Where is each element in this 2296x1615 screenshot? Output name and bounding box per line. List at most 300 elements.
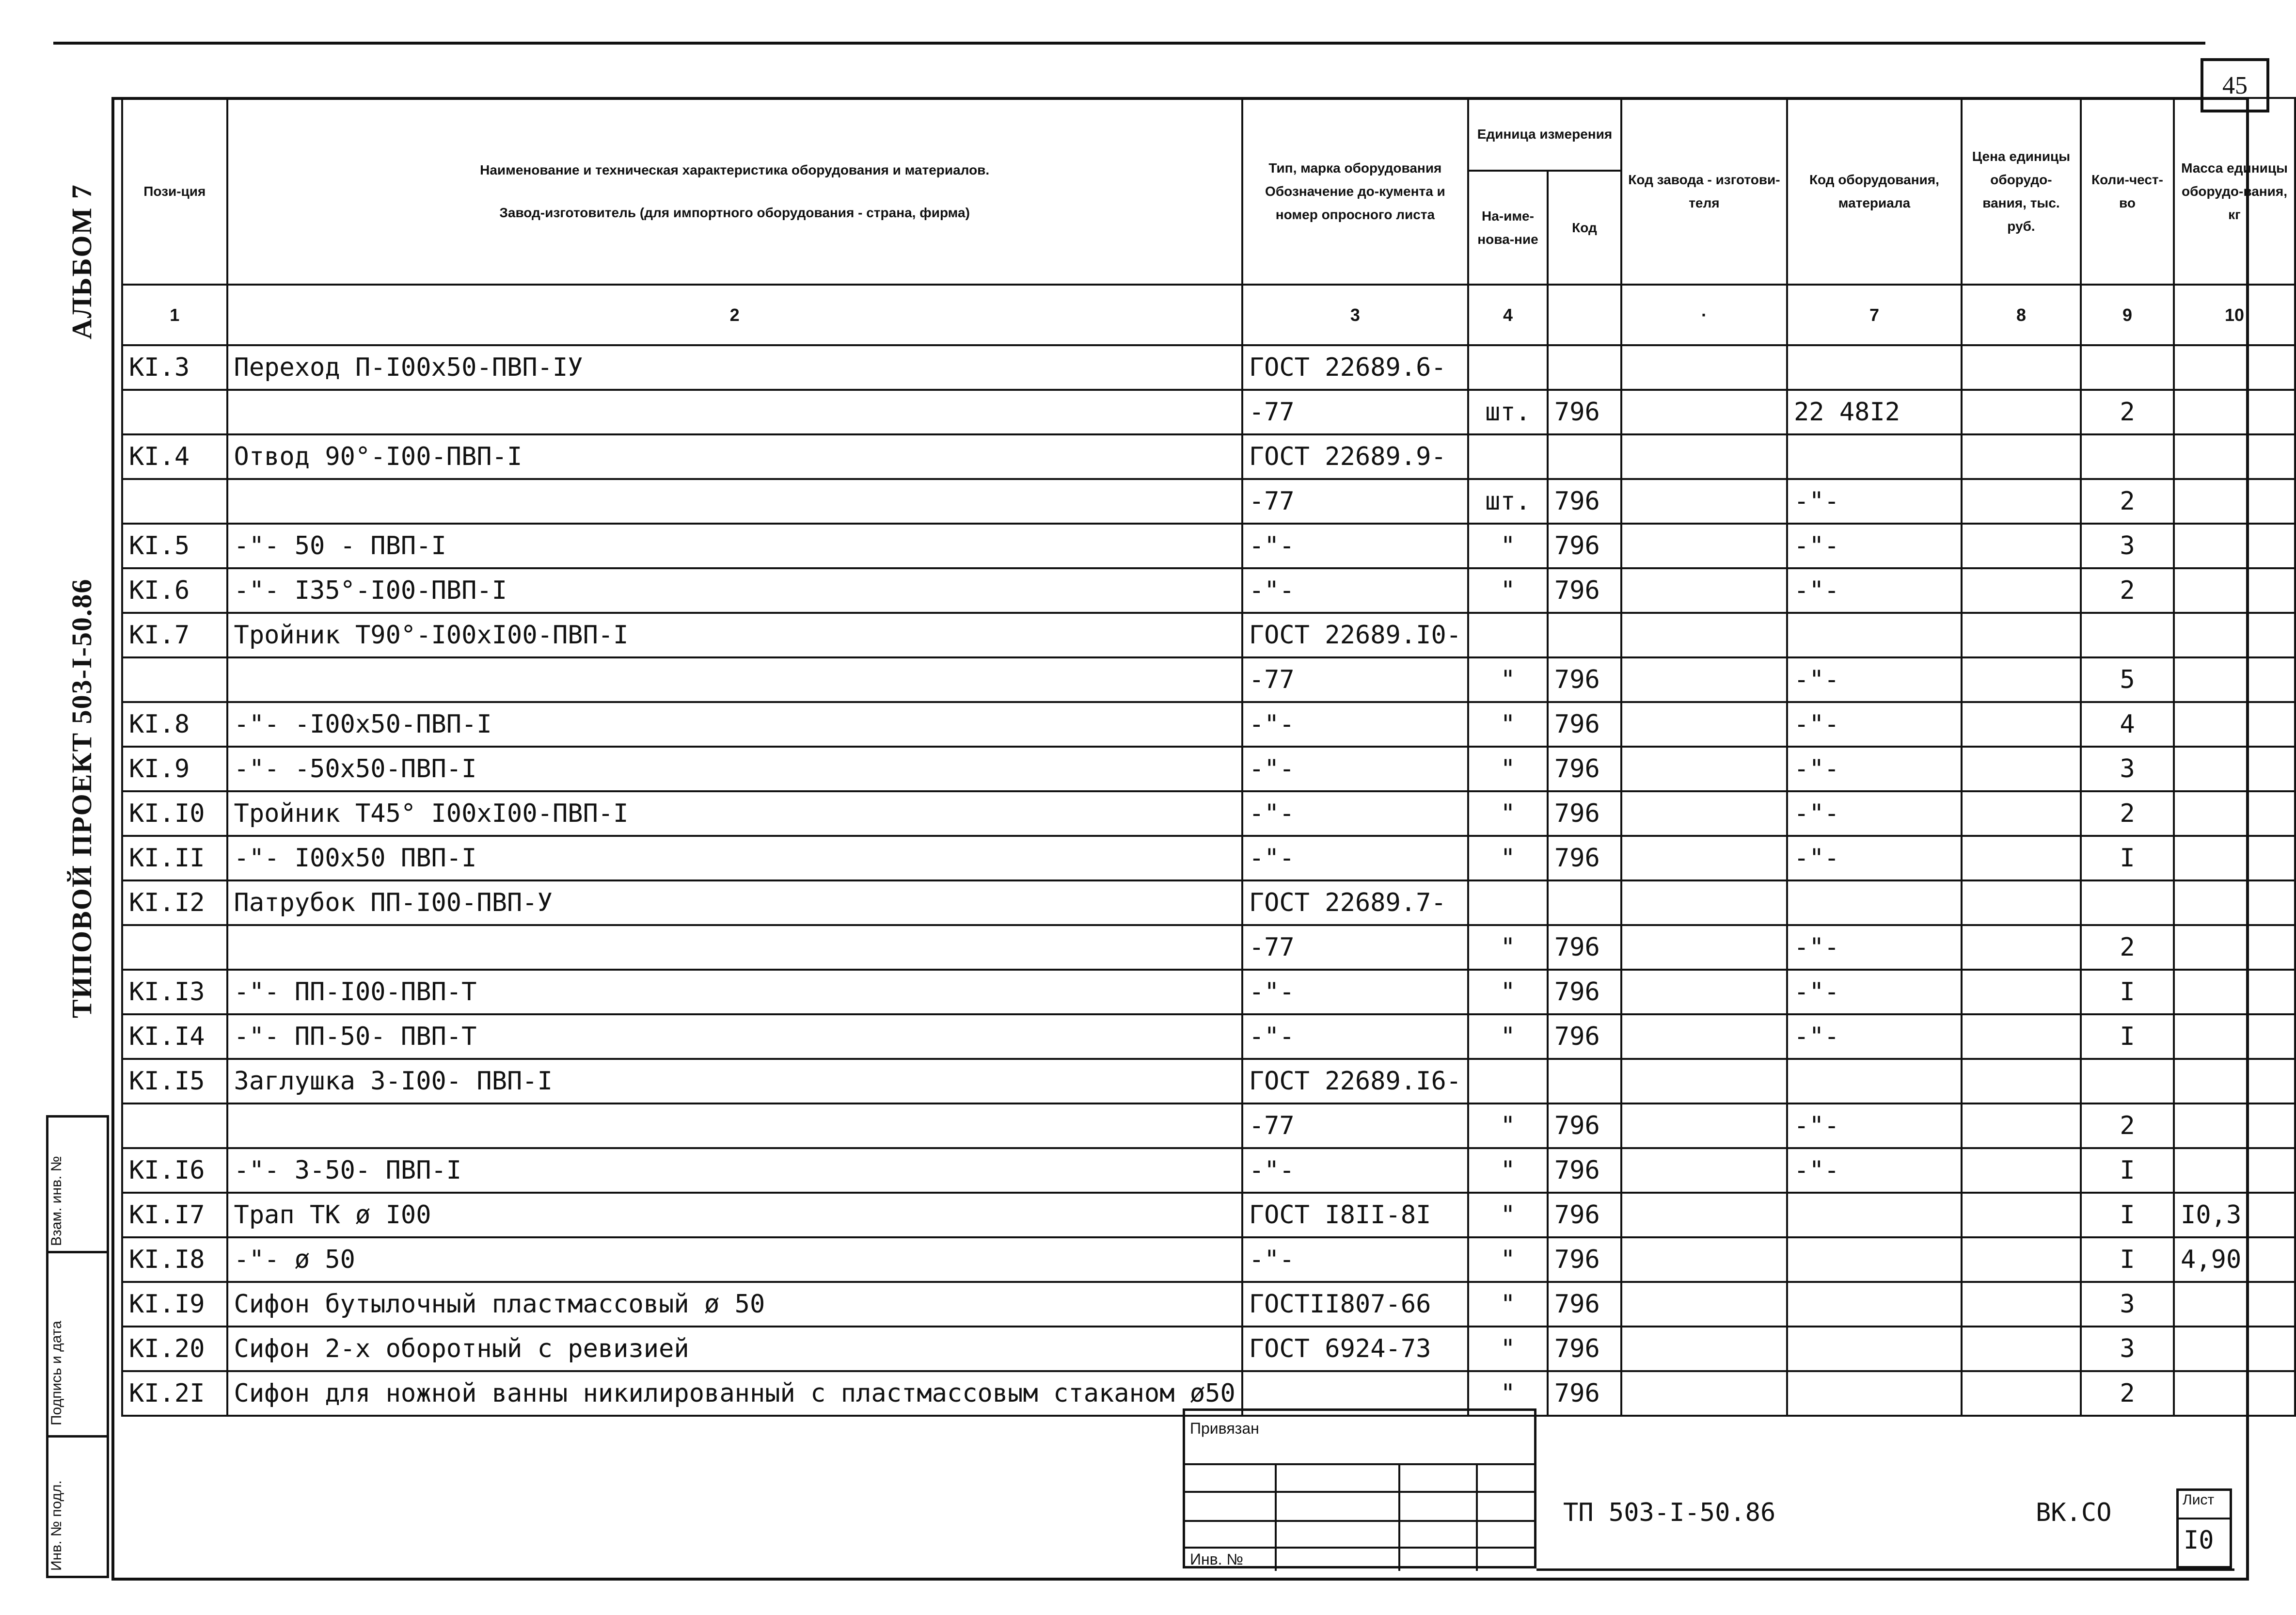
header-unit-name: На-име-нова-ние (1468, 171, 1548, 285)
mass-cell (2174, 345, 2295, 390)
mass-cell (2174, 880, 2295, 925)
unit-code-cell (1548, 434, 1621, 479)
mass-cell (2174, 1014, 2295, 1059)
position-cell (122, 925, 227, 970)
mass-cell (2174, 1148, 2295, 1193)
name-cell (227, 479, 1242, 524)
sheet-box (2176, 1488, 2232, 1568)
factory-code-cell (1621, 524, 1787, 568)
price-cell (1962, 1103, 2081, 1148)
price-cell (1962, 390, 2081, 434)
price-cell (1962, 613, 2081, 657)
table-row (122, 1014, 2295, 1059)
mass-cell (2174, 1327, 2295, 1371)
unit-code-cell: 796 (1548, 747, 1621, 791)
table-row (122, 1282, 2295, 1327)
table-row (122, 970, 2295, 1014)
table-row (122, 1193, 2295, 1237)
name-cell: -"- З-50- ПВП-I (227, 1148, 1242, 1193)
title-block-divider (1476, 1464, 1478, 1571)
header-unit-group: Единица измерения (1468, 98, 1621, 171)
title-block (1183, 1408, 1536, 1568)
quantity-cell: I (2081, 836, 2174, 880)
position-cell (122, 479, 227, 524)
equipment-code-cell (1787, 1327, 1962, 1371)
factory-code-cell (1621, 568, 1787, 613)
column-number: 9 (2081, 285, 2174, 345)
price-cell (1962, 1059, 2081, 1103)
table-row (122, 1059, 2295, 1103)
type-cell: -"- (1242, 1148, 1468, 1193)
column-number: 10 (2174, 285, 2295, 345)
price-cell (1962, 1282, 2081, 1327)
linked-label: Привязан (1190, 1420, 1259, 1437)
factory-code-cell (1621, 880, 1787, 925)
header-unit-code: Код (1548, 171, 1621, 285)
mass-cell (2174, 1282, 2295, 1327)
mass-cell (2174, 568, 2295, 613)
equipment-code-cell (1787, 613, 1962, 657)
equipment-code-cell: -"- (1787, 524, 1962, 568)
equipment-code-cell: -"- (1787, 836, 1962, 880)
equipment-code-cell: -"- (1787, 925, 1962, 970)
name-cell (227, 390, 1242, 434)
factory-code-cell (1621, 791, 1787, 836)
unit-name-cell: " (1468, 1327, 1548, 1371)
position-cell (122, 390, 227, 434)
factory-code-cell (1621, 390, 1787, 434)
column-number: 7 (1787, 285, 1962, 345)
unit-name-cell (1468, 613, 1548, 657)
position-cell (122, 1103, 227, 1148)
price-cell (1962, 880, 2081, 925)
mass-cell (2174, 657, 2295, 702)
factory-code-cell (1621, 1103, 1787, 1148)
name-cell: Патрубок ПП-I00-ПВП-У (227, 880, 1242, 925)
title-block-line (1185, 1491, 1534, 1493)
name-cell: -"- ПП-50- ПВП-Т (227, 1014, 1242, 1059)
document-mark: ВК.СО (2036, 1498, 2112, 1527)
title-block-divider (1275, 1464, 1277, 1571)
unit-name-cell: " (1468, 747, 1548, 791)
name-cell: Отвод 90°-I00-ПВП-I (227, 434, 1242, 479)
unit-name-cell (1468, 1059, 1548, 1103)
mass-cell (2174, 524, 2295, 568)
price-cell (1962, 1014, 2081, 1059)
unit-name-cell: " (1468, 970, 1548, 1014)
unit-name-cell: " (1468, 568, 1548, 613)
quantity-cell: 2 (2081, 479, 2174, 524)
title-block-line (1185, 1520, 1534, 1522)
type-cell: -"- (1242, 970, 1468, 1014)
factory-code-cell (1621, 657, 1787, 702)
quantity-cell (2081, 345, 2174, 390)
mass-cell (2174, 613, 2295, 657)
header-row-1 (122, 98, 2295, 171)
column-number: · (1621, 285, 1787, 345)
header-name (227, 98, 1242, 285)
position-cell: KI.I9 (122, 1282, 227, 1327)
quantity-cell: 4 (2081, 702, 2174, 747)
price-cell (1962, 1237, 2081, 1282)
mass-cell (2174, 1103, 2295, 1148)
equipment-code-cell: -"- (1787, 702, 1962, 747)
title-block-divider (1398, 1464, 1400, 1571)
column-number (1548, 285, 1621, 345)
mass-cell (2174, 434, 2295, 479)
unit-code-cell: 796 (1548, 568, 1621, 613)
position-cell: KI.I6 (122, 1148, 227, 1193)
table-row (122, 524, 2295, 568)
position-cell: KI.I4 (122, 1014, 227, 1059)
type-cell: -"- (1242, 1014, 1468, 1059)
factory-code-cell (1621, 1237, 1787, 1282)
equipment-code-cell: -"- (1787, 479, 1962, 524)
factory-code-cell (1621, 1014, 1787, 1059)
type-cell: -"- (1242, 747, 1468, 791)
position-cell: KI.4 (122, 434, 227, 479)
type-cell: -77 (1242, 657, 1468, 702)
equipment-code-cell (1787, 434, 1962, 479)
factory-code-cell (1621, 747, 1787, 791)
unit-code-cell (1548, 613, 1621, 657)
unit-code-cell: 796 (1548, 657, 1621, 702)
table-row (122, 434, 2295, 479)
factory-code-cell (1621, 925, 1787, 970)
mass-cell (2174, 702, 2295, 747)
quantity-cell: 2 (2081, 791, 2174, 836)
equipment-code-cell (1787, 1059, 1962, 1103)
mass-cell: I0,3 (2174, 1193, 2295, 1237)
sheet-divider (2179, 1518, 2230, 1519)
position-cell: KI.2I (122, 1371, 227, 1416)
quantity-cell: 2 (2081, 1103, 2174, 1148)
unit-code-cell: 796 (1548, 1327, 1621, 1371)
mass-cell (2174, 836, 2295, 880)
type-cell: -77 (1242, 479, 1468, 524)
factory-code-cell (1621, 702, 1787, 747)
unit-code-cell (1548, 1059, 1621, 1103)
name-cell (227, 657, 1242, 702)
unit-code-cell: 796 (1548, 1282, 1621, 1327)
factory-code-cell (1621, 345, 1787, 390)
factory-code-cell (1621, 1327, 1787, 1371)
table-row (122, 657, 2295, 702)
title-block-line (1185, 1463, 1534, 1465)
table-row (122, 613, 2295, 657)
quantity-cell: I (2081, 1193, 2174, 1237)
type-cell: -"- (1242, 836, 1468, 880)
table-row (122, 1327, 2295, 1371)
name-cell: -"- 50 - ПВП-I (227, 524, 1242, 568)
unit-code-cell: 796 (1548, 524, 1621, 568)
equipment-code-cell: 22 48I2 (1787, 390, 1962, 434)
table-row (122, 345, 2295, 390)
name-cell (227, 925, 1242, 970)
factory-code-cell (1621, 1371, 1787, 1416)
name-cell: Сифон бутылочный пластмассовый ø 50 (227, 1282, 1242, 1327)
price-cell (1962, 568, 2081, 613)
factory-code-cell (1621, 1148, 1787, 1193)
unit-name-cell: " (1468, 1148, 1548, 1193)
name-cell: -"- I00х50 ПВП-I (227, 836, 1242, 880)
unit-code-cell: 796 (1548, 390, 1621, 434)
type-cell: -"- (1242, 524, 1468, 568)
quantity-cell: 3 (2081, 524, 2174, 568)
table-row (122, 791, 2295, 836)
unit-name-cell: шт. (1468, 479, 1548, 524)
unit-name-cell: " (1468, 1237, 1548, 1282)
header-position: Пози-ция (122, 98, 227, 285)
unit-code-cell: 796 (1548, 925, 1621, 970)
type-cell: -77 (1242, 390, 1468, 434)
position-cell: KI.II (122, 836, 227, 880)
document-code: ТП 503-I-50.86 (1563, 1498, 1776, 1527)
quantity-cell (2081, 434, 2174, 479)
unit-code-cell: 796 (1548, 1148, 1621, 1193)
specification-table (121, 97, 2296, 1417)
equipment-code-cell: -"- (1787, 568, 1962, 613)
unit-name-cell: " (1468, 1103, 1548, 1148)
equipment-code-cell: -"- (1787, 970, 1962, 1014)
name-cell: Сифон 2-х оборотный с ревизией (227, 1327, 1242, 1371)
quantity-cell (2081, 613, 2174, 657)
type-cell: ГОСТ 22689.7- (1242, 880, 1468, 925)
unit-name-cell: " (1468, 1282, 1548, 1327)
quantity-cell: I (2081, 1148, 2174, 1193)
position-cell: KI.I7 (122, 1193, 227, 1237)
stamp-sign-label: Подпись и дата (48, 1321, 64, 1425)
position-cell: KI.I5 (122, 1059, 227, 1103)
quantity-cell: 3 (2081, 747, 2174, 791)
name-cell: Трап ТК ø I00 (227, 1193, 1242, 1237)
type-cell: ГОСТII807-66 (1242, 1282, 1468, 1327)
name-cell: -"- I35°-I00-ПВП-I (227, 568, 1242, 613)
unit-name-cell: " (1468, 1193, 1548, 1237)
title-block-line (1185, 1547, 1534, 1549)
quantity-cell: I (2081, 970, 2174, 1014)
table-row (122, 390, 2295, 434)
price-cell (1962, 657, 2081, 702)
unit-name-cell (1468, 434, 1548, 479)
price-cell (1962, 345, 2081, 390)
mass-cell (2174, 925, 2295, 970)
header-factory-code: Код завода - изготови-теля (1621, 98, 1787, 285)
name-cell: -"- ø 50 (227, 1237, 1242, 1282)
type-cell: -77 (1242, 925, 1468, 970)
quantity-cell (2081, 1059, 2174, 1103)
type-cell: -"- (1242, 568, 1468, 613)
name-cell: -"- -I00х50-ПВП-I (227, 702, 1242, 747)
price-cell (1962, 1193, 2081, 1237)
type-cell: ГОСТ 22689.6- (1242, 345, 1468, 390)
type-cell: -77 (1242, 1103, 1468, 1148)
type-cell: -"- (1242, 702, 1468, 747)
equipment-code-cell: -"- (1787, 657, 1962, 702)
price-cell (1962, 970, 2081, 1014)
title-block-bottom-line (1536, 1568, 2234, 1571)
column-number: 2 (227, 285, 1242, 345)
factory-code-cell (1621, 970, 1787, 1014)
price-cell (1962, 479, 2081, 524)
equipment-code-cell (1787, 1193, 1962, 1237)
unit-code-cell: 796 (1548, 1371, 1621, 1416)
unit-code-cell: 796 (1548, 1103, 1621, 1148)
unit-name-cell: " (1468, 524, 1548, 568)
mass-cell (2174, 1371, 2295, 1416)
price-cell (1962, 1327, 2081, 1371)
unit-name-cell: " (1468, 702, 1548, 747)
factory-code-cell (1621, 613, 1787, 657)
quantity-cell (2081, 880, 2174, 925)
quantity-cell: 2 (2081, 390, 2174, 434)
unit-name-cell (1468, 880, 1548, 925)
column-number: 3 (1242, 285, 1468, 345)
unit-code-cell: 796 (1548, 791, 1621, 836)
price-cell (1962, 702, 2081, 747)
header-name-line2: Завод-изготовитель (для импортного оборудования - страна, фирма) (499, 205, 970, 220)
header-quantity: Коли-чест-во (2081, 98, 2174, 285)
quantity-cell: I (2081, 1014, 2174, 1059)
price-cell (1962, 747, 2081, 791)
table-row (122, 925, 2295, 970)
table-body (122, 345, 2295, 1416)
factory-code-cell (1621, 836, 1787, 880)
type-cell: ГОСТ 22689.I6- (1242, 1059, 1468, 1103)
equipment-code-cell (1787, 345, 1962, 390)
table-row (122, 479, 2295, 524)
price-cell (1962, 791, 2081, 836)
equipment-code-cell (1787, 1282, 1962, 1327)
mass-cell: 4,90 (2174, 1237, 2295, 1282)
position-cell: KI.7 (122, 613, 227, 657)
unit-code-cell: 796 (1548, 836, 1621, 880)
header-mass: Масса единицы оборудо-вания, кг (2174, 98, 2295, 285)
quantity-cell: 5 (2081, 657, 2174, 702)
position-cell: KI.I0 (122, 791, 227, 836)
position-cell (122, 657, 227, 702)
name-cell: Заглушка З-I00- ПВП-I (227, 1059, 1242, 1103)
inv-no-label: Инв. № (1190, 1551, 1243, 1568)
unit-name-cell: шт. (1468, 390, 1548, 434)
name-cell: Сифон для ножной ванны никилированный с пластмассовым стаканом ø50 (227, 1371, 1242, 1416)
header-price: Цена единицы оборудо-вания, тыс. руб. (1962, 98, 2081, 285)
sheet-number: I0 (2184, 1526, 2214, 1555)
unit-code-cell: 796 (1548, 479, 1621, 524)
stamp-replace-label: Взам. инв. № (48, 1156, 64, 1246)
column-number: 1 (122, 285, 227, 345)
type-cell: ГОСТ 6924-73 (1242, 1327, 1468, 1371)
equipment-code-cell (1787, 1371, 1962, 1416)
price-cell (1962, 524, 2081, 568)
factory-code-cell (1621, 1059, 1787, 1103)
album-label: АЛЬБОМ 7 (66, 184, 97, 339)
position-cell: KI.6 (122, 568, 227, 613)
column-number: 4 (1468, 285, 1548, 345)
table-row (122, 1148, 2295, 1193)
position-cell: KI.9 (122, 747, 227, 791)
unit-name-cell: " (1468, 791, 1548, 836)
header-name-line1: Наименование и техническая характеристика оборудования и материалов. (480, 162, 990, 177)
unit-code-cell: 796 (1548, 1193, 1621, 1237)
type-cell: ГОСТ I8II-8I (1242, 1193, 1468, 1237)
top-border-line (53, 42, 2205, 45)
factory-code-cell (1621, 479, 1787, 524)
position-cell: KI.3 (122, 345, 227, 390)
table-row (122, 836, 2295, 880)
unit-code-cell: 796 (1548, 970, 1621, 1014)
quantity-cell: 2 (2081, 568, 2174, 613)
mass-cell (2174, 970, 2295, 1014)
equipment-code-cell: -"- (1787, 1014, 1962, 1059)
name-cell (227, 1103, 1242, 1148)
unit-code-cell: 796 (1548, 1237, 1621, 1282)
name-cell: -"- ПП-I00-ПВП-Т (227, 970, 1242, 1014)
mass-cell (2174, 390, 2295, 434)
factory-code-cell (1621, 434, 1787, 479)
price-cell (1962, 434, 2081, 479)
mass-cell (2174, 479, 2295, 524)
quantity-cell: 2 (2081, 925, 2174, 970)
position-cell: KI.I8 (122, 1237, 227, 1282)
unit-name-cell: " (1468, 657, 1548, 702)
factory-code-cell (1621, 1193, 1787, 1237)
unit-name-cell (1468, 345, 1548, 390)
mass-cell (2174, 1059, 2295, 1103)
price-cell (1962, 1371, 2081, 1416)
mass-cell (2174, 791, 2295, 836)
table-row (122, 1103, 2295, 1148)
quantity-cell: I (2081, 1237, 2174, 1282)
equipment-code-cell: -"- (1787, 1148, 1962, 1193)
equipment-code-cell (1787, 1237, 1962, 1282)
position-cell: KI.5 (122, 524, 227, 568)
unit-name-cell: " (1468, 925, 1548, 970)
type-cell: ГОСТ 22689.I0- (1242, 613, 1468, 657)
unit-code-cell (1548, 345, 1621, 390)
position-cell: KI.20 (122, 1327, 227, 1371)
header-type: Тип, марка оборудования Обозначение до-кумента и номер опросного листа (1242, 98, 1468, 285)
unit-name-cell: " (1468, 1014, 1548, 1059)
unit-name-cell: " (1468, 1371, 1548, 1416)
column-number-row (122, 285, 2295, 345)
unit-code-cell: 796 (1548, 702, 1621, 747)
position-cell: KI.I2 (122, 880, 227, 925)
header-equipment-code: Код оборудования, материала (1787, 98, 1962, 285)
type-cell: ГОСТ 22689.9- (1242, 434, 1468, 479)
quantity-cell: 3 (2081, 1282, 2174, 1327)
quantity-cell: 2 (2081, 1371, 2174, 1416)
stamp-inv-label: Инв. № подл. (48, 1480, 64, 1571)
unit-code-cell (1548, 880, 1621, 925)
page-number: 45 (2201, 58, 2269, 112)
name-cell: Переход П-I00х50-ПВП-IУ (227, 345, 1242, 390)
table-row (122, 702, 2295, 747)
price-cell (1962, 925, 2081, 970)
equipment-code-cell: -"- (1787, 791, 1962, 836)
column-number: 8 (1962, 285, 2081, 345)
equipment-code-cell (1787, 880, 1962, 925)
price-cell (1962, 1148, 2081, 1193)
price-cell (1962, 836, 2081, 880)
table-row (122, 568, 2295, 613)
table-row (122, 1237, 2295, 1282)
table-row (122, 880, 2295, 925)
factory-code-cell (1621, 1282, 1787, 1327)
unit-code-cell: 796 (1548, 1014, 1621, 1059)
name-cell: Тройник Т45° I00хI00-ПВП-I (227, 791, 1242, 836)
equipment-code-cell: -"- (1787, 1103, 1962, 1148)
